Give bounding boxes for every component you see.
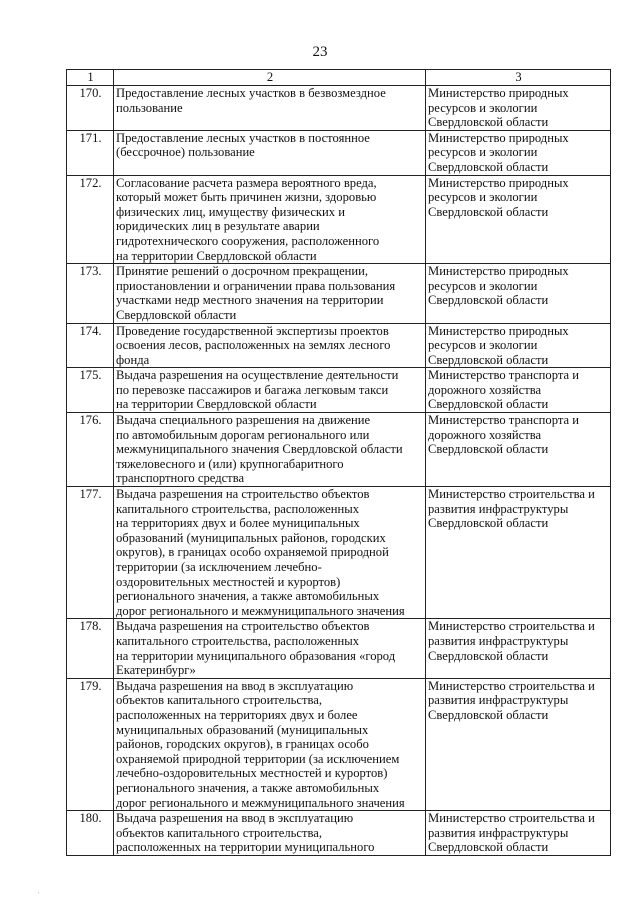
service-description-line: Выдача разрешения на строительство объектов [116,619,370,634]
service-description-line: расположенных на территориях двух и более [116,707,358,722]
service-description [114,413,426,487]
service-description-line: расположенных на территории муниципального [116,840,375,855]
responsible-authority-line: ресурсов и экологии [428,338,538,353]
table-header-row [67,70,611,86]
row-number: 172. [67,175,114,264]
responsible-authority-line: Министерство природных [428,175,569,190]
service-description-line: межмуниципального значения Свердловской области [116,442,403,457]
responsible-authority [426,368,611,413]
service-description-line: объектов капитального строительства, [116,825,323,840]
service-description-line: пользование [116,100,183,115]
responsible-authority-line: Свердловской области [428,115,549,130]
responsible-authority-line: Свердловской области [428,204,549,219]
responsible-authority-line: Свердловской области [428,352,549,367]
service-description-line: муниципальных образований (муниципальных [116,722,369,737]
responsible-authority-line: развития инфраструктуры [428,501,569,516]
service-description-line: лечебно-оздоровительных местностей и курортов) [116,766,388,781]
responsible-authority [426,619,611,678]
service-description-line: на территории Свердловской области [116,248,317,263]
service-description-line: транспортного средства [116,471,245,486]
service-description [114,86,426,131]
row-number: 173. [67,264,114,323]
service-description [114,368,426,413]
responsible-authority-line: Министерство транспорта и [428,413,579,428]
service-description-line: на территориях двух и более муниципальных [116,516,360,531]
service-description-line: Принятие решений о досрочном прекращении, [116,264,369,279]
service-description-line: охраняемой природной территории (за исключением [116,751,400,766]
service-description-line: Проведение государственной экспертизы проектов [116,323,389,338]
responsible-authority-line: ресурсов и экологии [428,100,538,115]
responsible-authority [426,811,611,856]
service-description-line: округов), в границах особо охраняемой природной [116,545,389,560]
responsible-authority-line: Свердловской области [428,397,549,412]
responsible-authority [426,175,611,264]
responsible-authority-line: ресурсов и экологии [428,278,538,293]
table-row [67,368,611,413]
table-row [67,323,611,368]
responsible-authority-line: Свердловской области [428,442,549,457]
responsible-authority [426,130,611,175]
responsible-authority-line: развития инфраструктуры [428,825,569,840]
row-number: 170. [67,86,114,131]
service-description [114,619,426,678]
service-description-line: образований (муниципальных районов, городских [116,530,386,545]
service-description-line: гидротехнического сооружения, расположенного [116,233,380,248]
responsible-authority-line: развития инфраструктуры [428,693,569,708]
service-description-line: дорог регионального и межмуниципального значения [116,603,405,618]
table-row [67,130,611,175]
service-description-line: (бессрочное) пользование [116,145,255,160]
service-description-line: Выдача разрешения на строительство объектов [116,487,370,502]
service-description-line: фонда [116,352,150,367]
responsible-authority [426,323,611,368]
service-description-line: регионального значения, а также автомобильных [116,589,380,604]
row-number: 175. [67,368,114,413]
service-description-line: Выдача специального разрешения на движение [116,413,371,428]
table-row [67,175,611,264]
service-description [114,264,426,323]
service-description-line: Предоставление лесных участков в постоянное [116,130,370,145]
responsible-authority-line: Свердловской области [428,707,549,722]
service-description-line: регионального значения, а также автомобильных [116,780,380,795]
row-number: 174. [67,323,114,368]
service-description-line: дорог регионального и межмуниципального значения [116,795,405,810]
row-number: 177. [67,487,114,619]
table-row [67,487,611,619]
column-header-number: 1 [67,70,114,86]
service-description-line: Выдача разрешения на ввод в эксплуатацию [116,678,354,693]
service-description-line: Екатеринбург» [116,663,196,678]
service-description-line: по автомобильным дорогам регионального или [116,427,370,442]
responsible-authority-line: Свердловской области [428,159,549,174]
service-description-line: объектов капитального строительства, [116,693,323,708]
responsible-authority-line: ресурсов и экологии [428,190,538,205]
responsible-authority [426,678,611,810]
table-row [67,264,611,323]
service-description-line: Выдача разрешения на ввод в эксплуатацию [116,811,354,826]
responsible-authority-line: развития инфраструктуры [428,633,569,648]
service-description-line: на территории муниципального образования «город [116,648,396,663]
service-description [114,175,426,264]
responsible-authority-line: Свердловской области [428,648,549,663]
responsible-authority-line: Министерство строительства и [428,619,595,634]
service-description [114,130,426,175]
responsible-authority-line: Министерство транспорта и [428,368,579,383]
responsible-authority-line: Министерство природных [428,130,569,145]
column-header-service: 2 [114,70,426,86]
responsible-authority [426,487,611,619]
service-description-line: участками недр местного значения на территории [116,293,384,308]
responsible-authority-line: Министерство строительства и [428,811,595,826]
responsible-authority-line: Свердловской области [428,516,549,531]
responsible-authority [426,264,611,323]
responsible-authority [426,413,611,487]
responsible-authority-line: дорожного хозяйства [428,427,542,442]
services-table [66,69,611,856]
responsible-authority-line: Свердловской области [428,840,549,855]
service-description-line: территории (за исключением лечебно- [116,560,322,574]
responsible-authority-line: Министерство природных [428,86,569,100]
service-description-line: Предоставление лесных участков в безвозмездное [116,86,386,100]
responsible-authority-line: ресурсов и экологии [428,145,538,160]
service-description-line: Согласование расчета размера вероятного вреда, [116,175,377,190]
row-number: 171. [67,130,114,175]
service-description [114,323,426,368]
responsible-authority-line: Министерство природных [428,323,569,338]
table-row [67,86,611,131]
page-number: 23 [312,44,328,60]
service-description-line: капитального строительства, расположенных [116,633,359,648]
responsible-authority-line: дорожного хозяйства [428,382,542,397]
service-description [114,487,426,619]
service-description-line: на территории Свердловской области [116,397,317,412]
service-description [114,678,426,810]
table-row [67,811,611,856]
service-description-line: оздоровительных местностей и курортов) [116,574,341,589]
service-description-line: Свердловской области [116,307,237,322]
table-row [67,413,611,487]
responsible-authority [426,86,611,131]
responsible-authority-line: Министерство строительства и [428,678,595,693]
service-description-line: приостановлении и ограничении права пользования [116,278,396,293]
table-row [67,619,611,678]
row-number: 178. [67,619,114,678]
service-description-line: тяжеловесного и (или) крупногабаритного [116,456,344,471]
service-description-line: Выдача разрешения на осуществление деятельности [116,368,399,383]
service-description-line: который может быть причинен жизни, здоровью [116,190,377,205]
service-description-line: районов, городских округов), в границах особо [116,737,369,752]
service-description-line: физических лиц, имуществу физических и [116,204,345,219]
responsible-authority-line: Свердловской области [428,293,549,308]
service-description-line: освоения лесов, расположенных на землях лесного [116,338,391,353]
column-header-authority: 3 [426,70,611,86]
service-description-line: капитального строительства, расположенных [116,501,359,516]
scan-artifact: · [37,888,40,898]
service-description-line: юридических лиц в результате аварии [116,219,320,234]
row-number: 180. [67,811,114,856]
row-number: 176. [67,413,114,487]
responsible-authority-line: Министерство природных [428,264,569,279]
row-number: 179. [67,678,114,810]
table-row [67,678,611,810]
service-description [114,811,426,856]
service-description-line: по перевозке пассажиров и багажа легковым такси [116,382,389,397]
responsible-authority-line: Министерство строительства и [428,487,595,502]
